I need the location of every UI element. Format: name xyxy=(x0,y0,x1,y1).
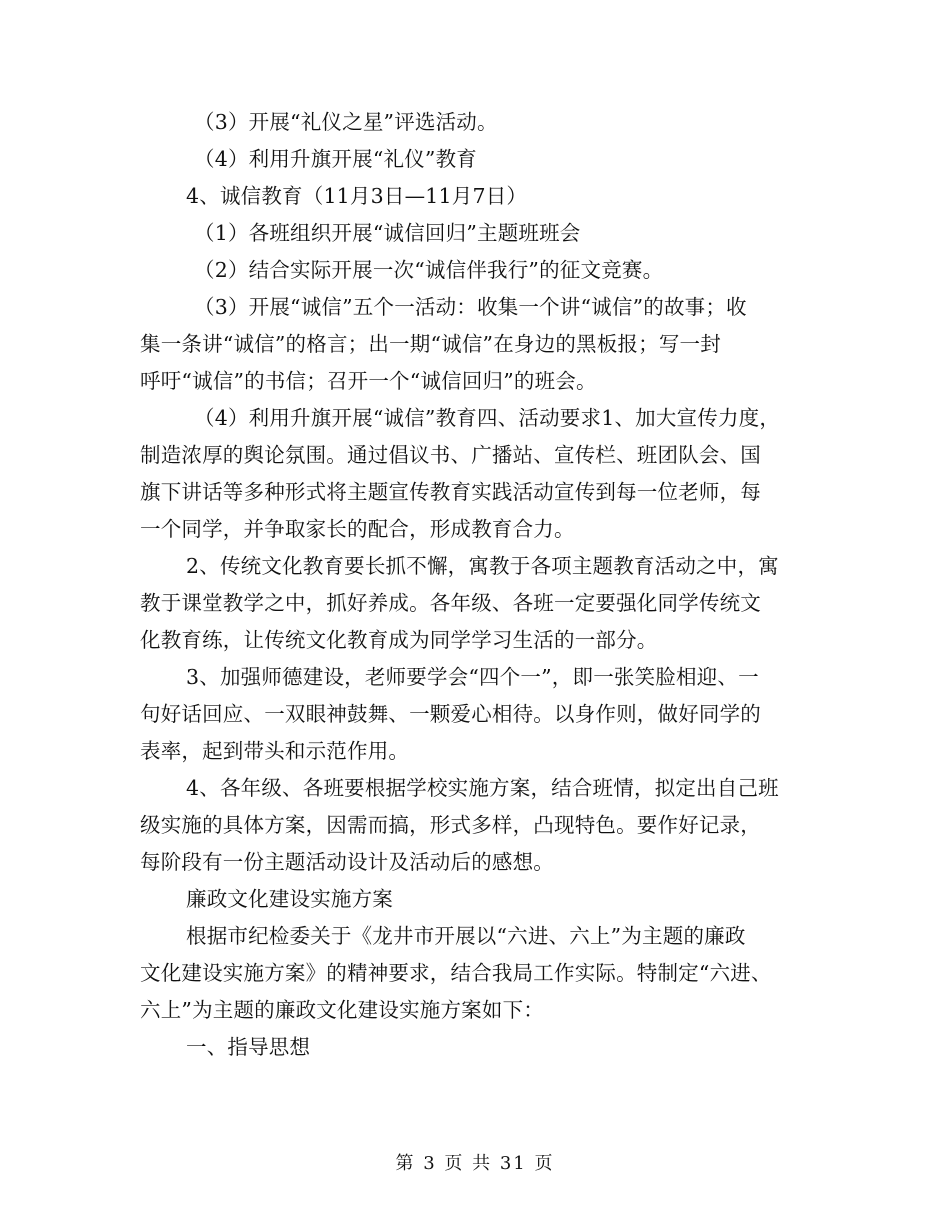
text-line: 2、传统文化教育要长抓不懈，寓教于各项主题教育活动之中，寓 xyxy=(186,554,779,578)
text-line: 级实施的具体方案，因需而搞，形式多样，凸现特色。要作好记录， xyxy=(140,813,761,837)
text-line: 一、指导思想 xyxy=(186,1035,311,1059)
text-line: 表率，起到带头和示范作用。 xyxy=(140,739,410,763)
text-line: 教于课堂教学之中，抓好养成。各年级、各班一定要强化同学传统文 xyxy=(140,591,761,615)
text-line: 每阶段有一份主题活动设计及活动后的感想。 xyxy=(140,850,554,874)
text-line: （4）利用升旗开展“诚信”教育四、活动要求1、加大宣传力度， xyxy=(194,406,781,430)
text-line: 4、各年级、各班要根据学校实施方案，结合班情，拟定出自己班 xyxy=(186,776,779,800)
text-line: 一个同学，并争取家长的配合，形成教育合力。 xyxy=(140,517,575,541)
text-line: 六上”为主题的廉政文化建设实施方案如下： xyxy=(140,998,544,1022)
text-line: （3）开展“诚信”五个一活动：收集一个讲“诚信”的故事；收 xyxy=(194,295,747,319)
text-line: 廉政文化建设实施方案 xyxy=(186,887,393,911)
text-line: 3、加强师德建设，老师要学会“四个一”，即一张笑脸相迎、一 xyxy=(186,665,759,689)
text-line: （2）结合实际开展一次“诚信伴我行”的征文竞赛。 xyxy=(194,258,664,282)
text-line: 集一条讲“诚信”的格言；出一期“诚信”在身边的黑板报；写一封 xyxy=(140,332,721,356)
text-line: 文化建设实施方案》的精神要求，结合我局工作实际。特制定“六进、 xyxy=(140,961,772,985)
text-line: （1）各班组织开展“诚信回归”主题班班会 xyxy=(194,221,581,245)
text-line: 呼吁“诚信”的书信；召开一个“诚信回归”的班会。 xyxy=(140,369,597,393)
text-line: 化教育练，让传统文化教育成为同学学习生活的一部分。 xyxy=(140,628,658,652)
text-line: （3）开展“礼仪之星”评选活动。 xyxy=(194,110,498,134)
text-line: 根据市纪检委关于《龙井市开展以“六进、六上”为主题的廉政 xyxy=(186,924,746,948)
text-line: 句好话回应、一双眼神鼓舞、一颗爱心相待。以身作则，做好同学的 xyxy=(140,702,761,726)
text-line: 制造浓厚的舆论氛围。通过倡议书、广播站、宣传栏、班团队会、国 xyxy=(140,443,761,467)
page-number-footer: 第 3 页 共 31 页 xyxy=(395,1153,555,1174)
text-line: 旗下讲话等多种形式将主题宣传教育实践活动宣传到每一位老师，每 xyxy=(140,480,761,504)
document-body xyxy=(140,104,810,1066)
text-line: （4）利用升旗开展“礼仪”教育 xyxy=(194,147,478,171)
text-line: 4、诚信教育（11月3日—11月7日） xyxy=(186,184,528,208)
